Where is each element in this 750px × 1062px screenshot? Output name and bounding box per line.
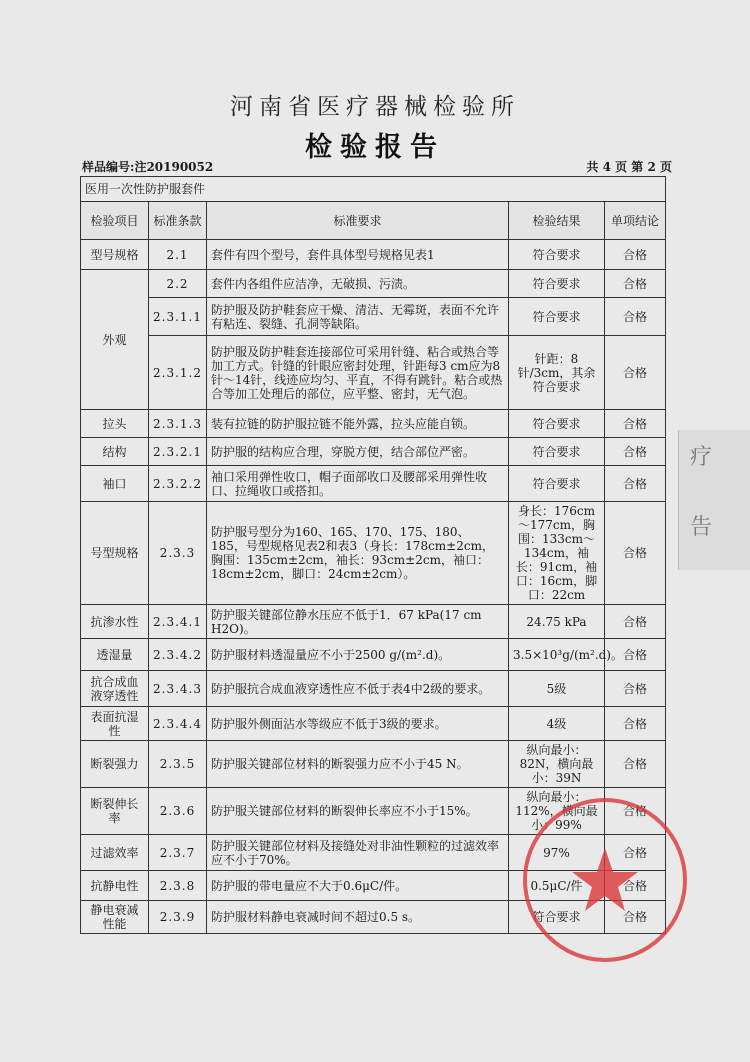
row-result: 纵向最小：112%，横向最小：99% [509, 788, 605, 835]
table-row [81, 741, 666, 788]
product-category: 医用一次性防护服套件 [81, 177, 666, 202]
adjacent-page-edge [678, 430, 750, 570]
row-conclusion: 合格 [605, 741, 666, 788]
row-result: 身长：176cm～177cm，胸围：133cm～134cm，袖长：91cm，袖口：16cm，脚口：22cm [509, 502, 605, 605]
row-clause: 2.3.4.2 [149, 639, 207, 671]
row-result: 符合要求 [509, 298, 605, 336]
seal-star-icon [572, 848, 638, 911]
row-result: 97% [509, 835, 605, 871]
row-item: 表面抗湿性 [81, 707, 149, 741]
row-item: 断裂伸长率 [81, 788, 149, 835]
row-requirement: 防护服关键部位材料的断裂强力应不小于45 N。 [207, 741, 509, 788]
row-clause: 2.3.1.2 [149, 336, 207, 410]
row-clause: 2.3.2.1 [149, 438, 207, 466]
row-conclusion: 合格 [605, 270, 666, 298]
row-clause: 2.3.5 [149, 741, 207, 788]
row-result: 符合要求 [509, 240, 605, 270]
row-conclusion: 合格 [605, 639, 666, 671]
row-result: 针距：8针/3cm，其余符合要求 [509, 336, 605, 410]
header-requirement: 标准要求 [207, 202, 509, 240]
row-requirement: 防护服关键部位静水压应不低于1．67 kPa(17 cm H2O)。 [207, 605, 509, 639]
row-requirement: 防护服抗合成血液穿透性应不低于表4中2级的要求。 [207, 671, 509, 707]
row-item: 抗合成血液穿透性 [81, 671, 149, 707]
row-requirement: 防护服的结构应合理，穿脱方便，结合部位严密。 [207, 438, 509, 466]
row-item: 外观 [81, 270, 149, 410]
edge-char-top: 疗 [690, 445, 713, 470]
row-conclusion: 合格 [605, 871, 666, 901]
row-result: 符合要求 [509, 466, 605, 502]
row-clause: 2.3.4.1 [149, 605, 207, 639]
header-result: 检验结果 [509, 202, 605, 240]
row-requirement: 防护服材料透湿量应不小于2500 g/(m².d)。 [207, 639, 509, 671]
row-result: 纵向最小：82N，横向最小：39N [509, 741, 605, 788]
table-row [81, 438, 666, 466]
header-item: 检验项目 [81, 202, 149, 240]
row-result: 0.5μC/件 [509, 871, 605, 901]
row-conclusion: 合格 [605, 901, 666, 934]
row-requirement: 套件内各组件应洁净，无破损、污渍。 [207, 270, 509, 298]
row-clause: 2.3.2.2 [149, 466, 207, 502]
row-conclusion: 合格 [605, 707, 666, 741]
row-item: 断裂强力 [81, 741, 149, 788]
row-item: 抗静电性 [81, 871, 149, 901]
row-requirement: 防护服外侧面沾水等级应不低于3级的要求。 [207, 707, 509, 741]
row-result: 5级 [509, 671, 605, 707]
row-clause: 2.3.7 [149, 835, 207, 871]
company-seal-stamp [515, 790, 695, 970]
row-clause: 2.3.1.3 [149, 410, 207, 438]
row-clause: 2.3.8 [149, 871, 207, 901]
row-conclusion: 合格 [605, 502, 666, 605]
row-requirement: 套件有四个型号，套件具体型号规格见表1 [207, 240, 509, 270]
row-clause: 2.3.4.4 [149, 707, 207, 741]
table-row [81, 502, 666, 605]
row-result: 3.5×10³g/(m².d)。 [509, 639, 605, 671]
row-clause: 2.3.6 [149, 788, 207, 835]
table-row [81, 298, 666, 336]
edge-char-bottom: 告 [690, 515, 713, 540]
table-row [81, 466, 666, 502]
sample-number [82, 158, 213, 175]
row-requirement: 防护服及防护鞋套应干燥、清洁、无霉斑，表面不允许有粘连、裂缝、孔洞等缺陷。 [207, 298, 509, 336]
table-row [81, 410, 666, 438]
table-row [81, 605, 666, 639]
row-conclusion: 合格 [605, 438, 666, 466]
row-item: 过滤效率 [81, 835, 149, 871]
page-info: 共 4 页 第 2 页 [586, 160, 672, 174]
row-item: 袖口 [81, 466, 149, 502]
row-item: 抗渗水性 [81, 605, 149, 639]
row-conclusion: 合格 [605, 605, 666, 639]
row-result: 24.75 kPa [509, 605, 605, 639]
row-clause: 2.3.3 [149, 502, 207, 605]
table-row [81, 639, 666, 671]
document-title: 检验报告 [305, 132, 445, 163]
organization-name: 河南省医疗器械检验所 [230, 94, 520, 120]
row-item: 静电衰减性能 [81, 901, 149, 934]
row-conclusion: 合格 [605, 410, 666, 438]
row-requirement: 防护服号型分为160、165、170、175、180、185，号型规格见表2和表3（身长：178cm±2cm，胸围：135cm±2cm，袖长：93cm±2cm，袖口：18cm±2cm，脚口：24cm±2cm）。 [207, 502, 509, 605]
table-row [81, 336, 666, 410]
row-requirement: 防护服的带电量应不大于0.6μC/件。 [207, 871, 509, 901]
table-row [81, 240, 666, 270]
row-clause: 2.2 [149, 270, 207, 298]
row-conclusion: 合格 [605, 298, 666, 336]
table-row [81, 671, 666, 707]
row-result: 符合要求 [509, 438, 605, 466]
sample-number-label: 样品编号: [82, 160, 135, 174]
row-conclusion: 合格 [605, 466, 666, 502]
row-result: 符合要求 [509, 270, 605, 298]
row-conclusion: 合格 [605, 240, 666, 270]
row-item: 透湿量 [81, 639, 149, 671]
row-requirement: 防护服关键部位材料的断裂伸长率应不小于15%。 [207, 788, 509, 835]
row-result: 符合要求 [509, 901, 605, 934]
row-item: 结构 [81, 438, 149, 466]
row-requirement: 装有拉链的防护服拉链不能外露，拉头应能自锁。 [207, 410, 509, 438]
row-conclusion: 合格 [605, 336, 666, 410]
row-conclusion: 合格 [605, 671, 666, 707]
row-conclusion: 合格 [605, 788, 666, 835]
row-clause: 2.3.9 [149, 901, 207, 934]
row-clause: 2.3.1.1 [149, 298, 207, 336]
row-item: 拉头 [81, 410, 149, 438]
row-requirement: 防护服关键部位材料及接缝处对非油性颗粒的过滤效率应不小于70%。 [207, 835, 509, 871]
row-item: 型号规格 [81, 240, 149, 270]
row-clause: 2.3.4.3 [149, 671, 207, 707]
table-row [81, 707, 666, 741]
row-requirement: 袖口采用弹性收口，帽子面部收口及腰部采用弹性收口、拉绳收口或搭扣。 [207, 466, 509, 502]
header-clause: 标准条款 [149, 202, 207, 240]
row-result: 符合要求 [509, 410, 605, 438]
row-clause: 2.1 [149, 240, 207, 270]
row-item: 号型规格 [81, 502, 149, 605]
row-requirement: 防护服及防护鞋套连接部位可采用针缝、粘合或热合等加工方式。针缝的针眼应密封处理，针距每3 cm应为8针～14针，线迹应均匀、平直，不得有跳针。粘合或热合等加工处理后的部位，应平整、密封，无气泡。 [207, 336, 509, 410]
sample-number-value: 注20190052 [134, 160, 214, 174]
row-requirement: 防护服材料静电衰减时间不超过0.5 s。 [207, 901, 509, 934]
table-row [81, 270, 666, 298]
row-conclusion: 合格 [605, 835, 666, 871]
row-result: 4级 [509, 707, 605, 741]
header-conclusion: 单项结论 [605, 202, 666, 240]
